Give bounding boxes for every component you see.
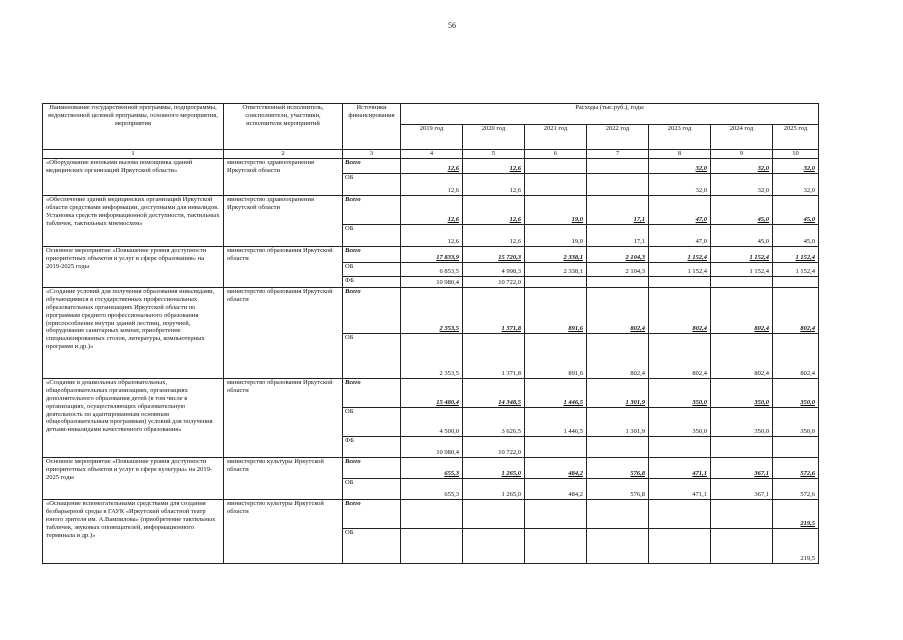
funding-source: ФБ [343,276,401,287]
activity-name: Основное мероприятие «Повышение уровня доступности приоритетных объектов и услуг в сфере образования» на 2019-2025 годы [43,246,224,287]
amount-cell [711,436,773,457]
activity-name: Основное мероприятие «Повышение уровня доступности приоритетных объектов и услуг в сфере культуры» на 2019-2025 годы [43,457,224,499]
amount-cell: 10 722,0 [463,276,525,287]
column-index: 6 [525,150,587,159]
amount-cell: 2 338,1 [525,262,587,276]
amount-cell: 14 348,5 [463,378,525,407]
amount-cell: 1 152,4 [649,262,711,276]
funding-source: ОБ [343,224,401,246]
amount-cell: 802,4 [649,333,711,378]
amount-cell: 2 104,3 [587,246,649,262]
amount-cell: 1 446,5 [525,407,587,436]
amount-cell: 655,3 [401,457,463,478]
funding-source: ОБ [343,333,401,378]
column-index: 5 [463,150,525,159]
amount-cell: 10 722,0 [463,436,525,457]
table-row [43,457,819,478]
amount-cell [711,499,773,528]
amount-cell [649,528,711,563]
year-header: 2020 год [463,125,525,150]
amount-cell: 12,6 [401,224,463,246]
amount-cell: 4 998,3 [463,262,525,276]
amount-cell: 1 152,4 [711,262,773,276]
column-index: 2 [224,150,343,159]
table-row [43,287,819,333]
amount-cell: 802,4 [587,287,649,333]
funding-source: Всего [343,195,401,224]
amount-cell: 350,0 [649,378,711,407]
amount-cell: 17 833,9 [401,246,463,262]
amount-cell: 32,0 [773,158,819,173]
amount-cell: 2 353,5 [401,333,463,378]
amount-cell: 47,0 [649,195,711,224]
amount-cell [525,158,587,173]
amount-cell: 32,0 [711,173,773,195]
column-index: 3 [343,150,401,159]
activity-name: «Обеспечение зданий медицинских организаций Иркутской области средствами информации, доступными для инвалидов. Установка средств информационной доступности, тактильных табличек, тактильных мнемосхем» [43,195,224,246]
amount-cell: 45,0 [711,224,773,246]
amount-cell: 1 152,4 [711,246,773,262]
amount-cell: 12,6 [463,173,525,195]
funding-source: Всего [343,246,401,262]
amount-cell: 32,0 [649,173,711,195]
amount-cell: 1 265,0 [463,478,525,499]
year-header: 2025 год [773,125,819,150]
amount-cell: 350,0 [711,378,773,407]
executor-name: министерство образования Иркутской области [224,378,343,457]
amount-cell: 1 446,5 [525,378,587,407]
amount-cell [587,528,649,563]
table-row [43,158,819,173]
funding-source: Всего [343,287,401,333]
amount-cell: 350,0 [649,407,711,436]
amount-cell [525,499,587,528]
funding-source: ОБ [343,528,401,563]
year-header: 2022 год [587,125,649,150]
amount-cell: 471,1 [649,457,711,478]
amount-cell: 1 371,8 [463,287,525,333]
activity-name: «Создание условий для получения образования инвалидами, обучающимися в государственных профессиональных образовательных организациях Иркутской области по программам среднего профессионального образования (приспособление внутри зданий лестниц, поручней, оборудование санитарных комнат, приобретение специализированных столов, литературы, компьютерных программ и др.)» [43,287,224,378]
funding-source: Всего [343,378,401,407]
amount-cell: 15 480,4 [401,378,463,407]
amount-cell: 802,4 [773,333,819,378]
amount-cell: 45,0 [773,224,819,246]
amount-cell: 219,5 [773,528,819,563]
amount-cell: 350,0 [711,407,773,436]
amount-cell: 367,1 [711,478,773,499]
executor-name: министерство здравоохранения Иркутской области [224,158,343,195]
amount-cell: 3 626,5 [463,407,525,436]
amount-cell [649,276,711,287]
amount-cell: 4 500,0 [401,407,463,436]
amount-cell [525,528,587,563]
amount-cell: 1 265,0 [463,457,525,478]
budget-table [42,103,819,564]
funding-source: ОБ [343,407,401,436]
column-index: 9 [711,150,773,159]
amount-cell: 10 980,4 [401,436,463,457]
amount-cell: 1 301,9 [587,378,649,407]
amount-cell: 10 980,4 [401,276,463,287]
amount-cell: 655,3 [401,478,463,499]
table-row [43,246,819,262]
amount-cell [463,528,525,563]
amount-cell: 2 104,3 [587,262,649,276]
year-header: 2021 год [525,125,587,150]
amount-cell: 572,6 [773,457,819,478]
amount-cell [711,276,773,287]
amount-cell: 1 371,8 [463,333,525,378]
year-header: 2019 год [401,125,463,150]
column-index: 4 [401,150,463,159]
table-row [43,195,819,224]
amount-cell: 2 338,1 [525,246,587,262]
amount-cell: 1 301,9 [587,407,649,436]
amount-cell [401,499,463,528]
header-program: Наименование государственной программы, подпрограммы, ведомственной целевой программы, основного мероприятия, мероприятия [43,104,224,150]
header-expenses: Расходы (тыс.руб.), годы [401,104,819,125]
amount-cell: 12,6 [401,158,463,173]
amount-cell: 2 353,5 [401,287,463,333]
funding-source: ФБ [343,436,401,457]
funding-source: Всего [343,158,401,173]
amount-cell [587,276,649,287]
amount-cell [773,276,819,287]
executor-name: министерство образования Иркутской области [224,246,343,287]
amount-cell: 484,2 [525,478,587,499]
amount-cell: 802,4 [773,287,819,333]
funding-source: ОБ [343,173,401,195]
amount-cell: 12,6 [463,224,525,246]
amount-cell: 471,1 [649,478,711,499]
amount-cell: 350,0 [773,378,819,407]
executor-name: министерство культуры Иркутской области [224,457,343,499]
amount-cell [525,436,587,457]
amount-cell [711,528,773,563]
column-index: 1 [43,150,224,159]
executor-name: министерство образования Иркутской области [224,287,343,378]
amount-cell: 45,0 [773,195,819,224]
amount-cell: 32,0 [649,158,711,173]
funding-source: Всего [343,457,401,478]
year-header: 2023 год [649,125,711,150]
column-index: 8 [649,150,711,159]
amount-cell: 367,1 [711,457,773,478]
amount-cell: 219,5 [773,499,819,528]
amount-cell: 12,6 [401,173,463,195]
amount-cell: 12,6 [463,158,525,173]
amount-cell [649,436,711,457]
amount-cell [773,436,819,457]
activity-name: «Оборудование кнопками вызова помощника зданий медицинских организаций Иркутской области» [43,158,224,195]
executor-name: министерство здравоохранения Иркутской области [224,195,343,246]
column-index: 7 [587,150,649,159]
amount-cell: 12,6 [401,195,463,224]
amount-cell: 350,0 [773,407,819,436]
amount-cell: 891,6 [525,287,587,333]
amount-cell: 47,0 [649,224,711,246]
table-row [43,499,819,528]
amount-cell: 19,0 [525,195,587,224]
amount-cell: 15 720,3 [463,246,525,262]
column-index: 10 [773,150,819,159]
amount-cell [587,499,649,528]
amount-cell: 802,4 [711,333,773,378]
header-executor: Ответственный исполнитель, соисполнители, участники, исполнители мероприятий [224,104,343,150]
amount-cell: 1 152,4 [649,246,711,262]
activity-name: «Создание в дошкольных образовательных, общеобразовательных организациях, организациях дополнительного образования детей (в том числе в организациях, осуществляющих образовательную деятельность по адаптированным основным общеобразовательным программам) условий для получения детьми-инвалидами качественного образования» [43,378,224,457]
amount-cell [587,158,649,173]
amount-cell: 32,0 [773,173,819,195]
amount-cell [587,436,649,457]
amount-cell: 802,4 [649,287,711,333]
amount-cell: 576,8 [587,478,649,499]
year-header: 2024 год [711,125,773,150]
header-source: Источники финансирования [343,104,401,150]
amount-cell: 45,0 [711,195,773,224]
amount-cell: 572,6 [773,478,819,499]
amount-cell: 17,1 [587,224,649,246]
amount-cell [649,499,711,528]
amount-cell: 32,0 [711,158,773,173]
amount-cell: 19,0 [525,224,587,246]
amount-cell: 12,6 [463,195,525,224]
amount-cell [401,528,463,563]
page-number: 56 [448,21,456,30]
amount-cell [525,276,587,287]
funding-source: ОБ [343,478,401,499]
amount-cell [587,173,649,195]
amount-cell: 6 853,5 [401,262,463,276]
amount-cell: 576,8 [587,457,649,478]
funding-source: Всего [343,499,401,528]
amount-cell: 802,4 [711,287,773,333]
executor-name: министерство культуры Иркутской области [224,499,343,563]
funding-source: ОБ [343,262,401,276]
amount-cell: 802,4 [587,333,649,378]
amount-cell: 1 152,4 [773,262,819,276]
activity-name: «Оснащение вспомогательными средствами для создания безбарьерной среды в ГАУК «Иркутский областной театр юного зрителя им. А.Вампилова» (приобретение тактильных табличек, звуковых оповещателей, информационного терминала и др.)» [43,499,224,563]
table-row [43,378,819,407]
amount-cell [525,173,587,195]
amount-cell: 1 152,4 [773,246,819,262]
amount-cell [463,499,525,528]
amount-cell: 17,1 [587,195,649,224]
amount-cell: 484,2 [525,457,587,478]
amount-cell: 891,6 [525,333,587,378]
